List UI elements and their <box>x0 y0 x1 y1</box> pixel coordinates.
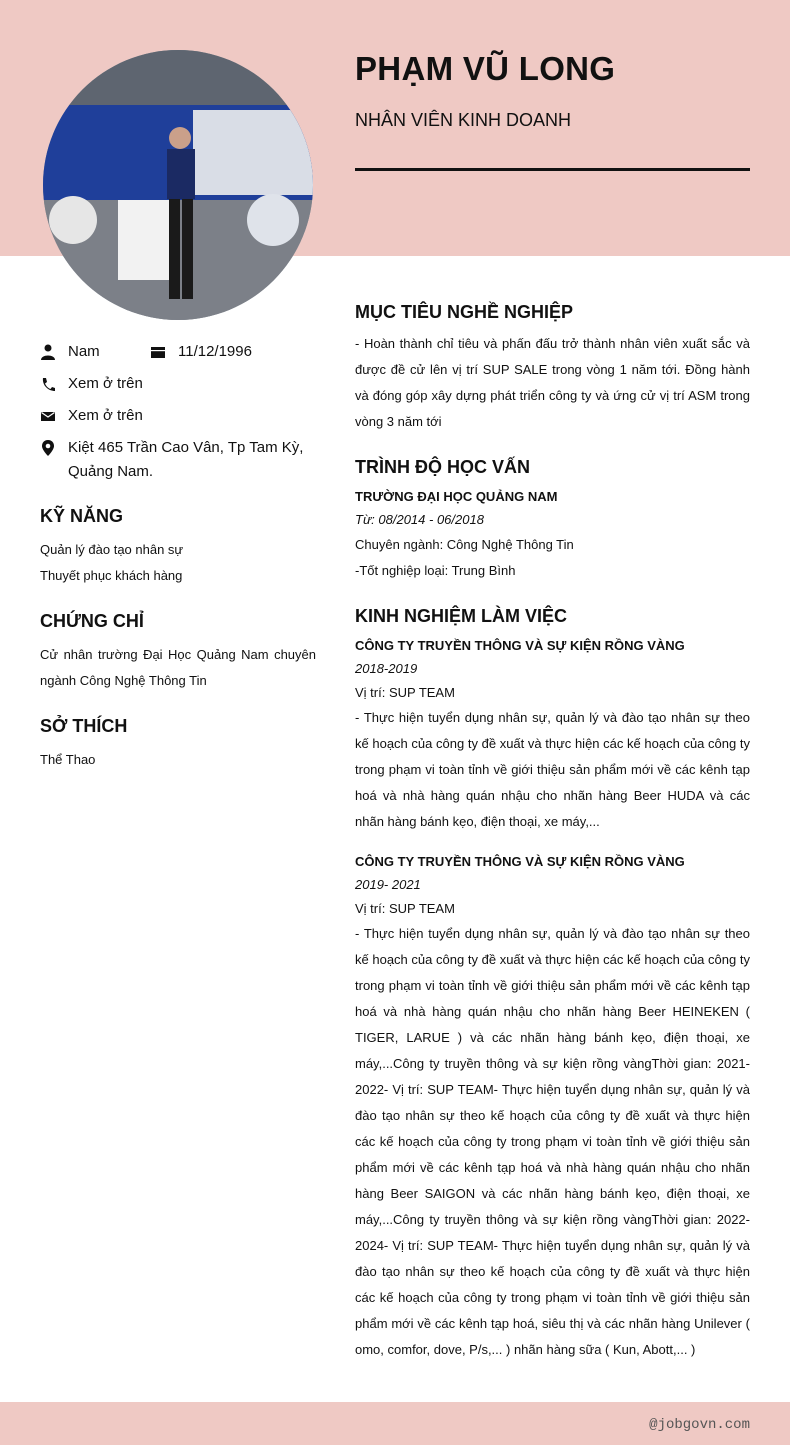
company-name: CÔNG TY TRUYỀN THÔNG VÀ SỰ KIỆN RỒNG VÀNG <box>355 854 685 869</box>
skills-heading: KỸ NĂNG <box>40 506 124 526</box>
company-name: CÔNG TY TRUYỀN THÔNG VÀ SỰ KIỆN RỒNG VÀNG <box>355 638 685 653</box>
certificates-heading: CHỨNG CHỈ <box>40 611 144 631</box>
education-heading: TRÌNH ĐỘ HỌC VẤN <box>355 457 530 477</box>
address-value: Kiệt 465 Trần Cao Vân, Tp Tam Kỳ, Quảng Nam. <box>68 439 304 480</box>
experience-item <box>355 851 750 1363</box>
job-position: Vị trí: SUP TEAM <box>355 901 455 916</box>
skill-item: Thuyết phục khách hàng <box>40 568 183 583</box>
job-description: - Thực hiện tuyển dụng nhân sự, quản lý và đào tạo nhân sự theo kế hoạch của công ty đề xuất và thực hiện các kế hoạch của công ty trong phạm vi toàn tỉnh về giới thiệu sản phẩm mới về các kênh tạp hoá và nhà hàng quán nhậu cho nhãn hàng Beer HUDA và các nhãn hàng bánh kẹo, điện thoại, xe máy,... <box>355 710 750 829</box>
email-value: Xem ở trên <box>68 407 143 424</box>
calendar-icon <box>150 340 166 364</box>
hobbies-text: Thể Thao <box>40 752 96 767</box>
location-pin-icon <box>40 436 56 460</box>
hobbies-heading: SỞ THÍCH <box>40 716 128 736</box>
certificates-text: Cử nhân trường Đại Học Quảng Nam chuyên ngành Công Nghệ Thông Tin <box>40 647 316 688</box>
experience-item <box>355 635 750 835</box>
objective-text: - Hoàn thành chỉ tiêu và phấn đấu trở thành nhân viên xuất sắc và được đề cử lên vị trí SUP SALE trong vòng 1 năm tới. Đồng hành và đóng góp xây dựng phát triển công ty và ứng cử vị trí ASM trong vòng 3 năm tới <box>355 336 750 429</box>
gender-value: Nam <box>68 343 100 360</box>
job-period: 2018-2019 <box>355 661 418 676</box>
phone-row <box>40 372 316 396</box>
title-divider <box>355 168 750 171</box>
job-title: NHÂN VIÊN KINH DOANH <box>355 110 572 130</box>
personal-info-row <box>40 340 316 364</box>
education-major: Chuyên ngành: Công Nghệ Thông Tin <box>355 537 574 552</box>
right-column <box>355 302 750 1363</box>
education-grade: -Tốt nghiệp loại: Trung Bình <box>355 563 516 578</box>
email-row <box>40 404 316 428</box>
candidate-name: PHẠM VŨ LONG <box>355 50 616 87</box>
address-row <box>40 436 316 484</box>
job-description: - Thực hiện tuyển dụng nhân sự, quản lý và đào tạo nhân sự theo kế hoạch của công ty đề xuất và thực hiện các kế hoạch của công ty trong phạm vi toàn tỉnh về giới thiệu sản phẩm mới về các kênh tạp hoá và nhà hàng quán nhậu cho nhãn hàng Beer HEINEKEN ( TIGER, LARUE ) và các nhãn hàng bánh kẹo, điện thoại, xe máy,...Công ty truyền thông và sự kiện rồng vàngThời gian: 2021-2022- Vị trí: SUP TEAM- Thực hiện tuyển dụng nhân sự, quản lý và đào tạo nhân sự theo kế hoạch của công ty đề xuất và thực hiện các kế hoạch của công ty trong phạm vi toàn tỉnh về giới thiệu sản phẩm mới về các kênh tạp hoá và nhà hàng quán nhậu cho nhãn hàng Beer SAIGON và các nhãn hàng bánh kẹo, điện thoại, xe máy,...Công ty truyền thông và sự kiện rồng vàngThời gian: 2022-2024- Vị trí: SUP TEAM- Thực hiện tuyển dụng nhân sự, quản lý và đào tạo nhân sự theo kế hoạch của công ty đề xuất và thực hiện các kế hoạch của công ty trong phạm vi toàn tỉnh về giới thiệu sản phẩm mới về các kênh tạp hoá, siêu thị và các nhãn hàng Unilever ( omo, comfor, dove, P/s,... ) nhãn hàng sữa ( Kun, Abott,... ) <box>355 926 750 1357</box>
skill-item: Quản lý đào tạo nhân sự <box>40 542 184 557</box>
objective-heading: MỤC TIÊU NGHỀ NGHIỆP <box>355 302 574 322</box>
mail-icon <box>40 404 56 428</box>
experience-heading: KINH NGHIỆM LÀM VIỆC <box>355 606 568 626</box>
footer-watermark: @jobgovn.com <box>649 1417 750 1433</box>
person-icon <box>40 340 56 364</box>
profile-photo-image <box>43 50 313 320</box>
job-period: 2019- 2021 <box>355 877 421 892</box>
job-position: Vị trí: SUP TEAM <box>355 685 455 700</box>
phone-icon <box>40 372 56 396</box>
education-period: Từ: 08/2014 - 06/2018 <box>355 512 484 527</box>
phone-value: Xem ở trên <box>68 375 143 392</box>
left-column <box>40 340 316 773</box>
school-name: TRƯỜNG ĐẠI HỌC QUẢNG NAM <box>355 489 558 504</box>
profile-photo <box>43 50 313 320</box>
birthday-value: 11/12/1996 <box>178 343 252 360</box>
